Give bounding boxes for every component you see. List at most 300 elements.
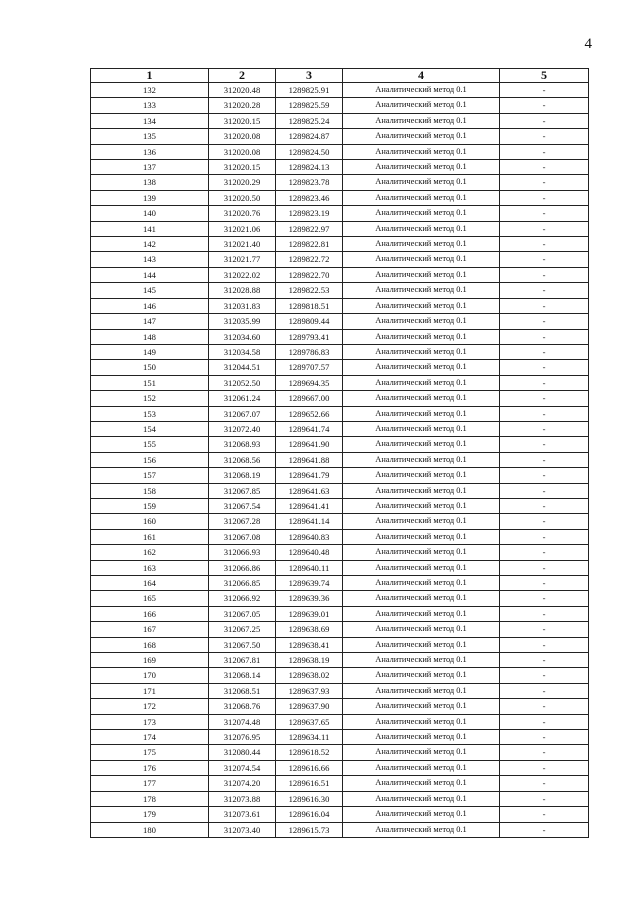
table-row — [91, 252, 589, 267]
method-cell: Аналитический метод 0.1 — [343, 622, 500, 637]
y-coordinate-cell: 1289638.41 — [276, 637, 343, 652]
y-coordinate-cell: 1289823.78 — [276, 175, 343, 190]
x-coordinate-cell: 312068.14 — [209, 668, 276, 683]
method-cell: Аналитический метод 0.1 — [343, 606, 500, 621]
note-cell: - — [500, 730, 589, 745]
table-row — [91, 452, 589, 467]
point-number-cell: 167 — [91, 622, 209, 637]
point-number-cell: 133 — [91, 98, 209, 113]
y-coordinate-cell: 1289823.46 — [276, 190, 343, 205]
point-number-cell: 177 — [91, 776, 209, 791]
note-cell: - — [500, 560, 589, 575]
x-coordinate-cell: 312022.02 — [209, 267, 276, 282]
point-number-cell: 174 — [91, 730, 209, 745]
table-row — [91, 498, 589, 513]
method-cell: Аналитический метод 0.1 — [343, 129, 500, 144]
method-cell: Аналитический метод 0.1 — [343, 421, 500, 436]
point-number-cell: 180 — [91, 822, 209, 837]
method-cell: Аналитический метод 0.1 — [343, 391, 500, 406]
note-cell: - — [500, 745, 589, 760]
table-row — [91, 160, 589, 175]
table-row — [91, 776, 589, 791]
y-coordinate-cell: 1289652.66 — [276, 406, 343, 421]
y-coordinate-cell: 1289822.70 — [276, 267, 343, 282]
point-number-cell: 134 — [91, 113, 209, 128]
note-cell: - — [500, 498, 589, 513]
method-cell: Аналитический метод 0.1 — [343, 483, 500, 498]
y-coordinate-cell: 1289786.83 — [276, 344, 343, 359]
method-cell: Аналитический метод 0.1 — [343, 822, 500, 837]
x-coordinate-cell: 312020.29 — [209, 175, 276, 190]
y-coordinate-cell: 1289694.35 — [276, 375, 343, 390]
y-coordinate-cell: 1289639.74 — [276, 576, 343, 591]
x-coordinate-cell: 312020.48 — [209, 83, 276, 98]
table-row — [91, 144, 589, 159]
method-cell: Аналитический метод 0.1 — [343, 545, 500, 560]
x-coordinate-cell: 312052.50 — [209, 375, 276, 390]
method-cell: Аналитический метод 0.1 — [343, 714, 500, 729]
method-cell: Аналитический метод 0.1 — [343, 98, 500, 113]
method-cell: Аналитический метод 0.1 — [343, 452, 500, 467]
method-cell: Аналитический метод 0.1 — [343, 699, 500, 714]
table-row — [91, 637, 589, 652]
point-number-cell: 139 — [91, 190, 209, 205]
point-number-cell: 146 — [91, 298, 209, 313]
coordinates-table — [90, 68, 589, 838]
point-number-cell: 156 — [91, 452, 209, 467]
table-row — [91, 360, 589, 375]
table-row — [91, 760, 589, 775]
point-number-cell: 152 — [91, 391, 209, 406]
y-coordinate-cell: 1289640.11 — [276, 560, 343, 575]
table-row — [91, 560, 589, 575]
note-cell: - — [500, 391, 589, 406]
y-coordinate-cell: 1289640.83 — [276, 529, 343, 544]
y-coordinate-cell: 1289616.66 — [276, 760, 343, 775]
table-row — [91, 545, 589, 560]
x-coordinate-cell: 312021.40 — [209, 237, 276, 252]
y-coordinate-cell: 1289639.36 — [276, 591, 343, 606]
y-coordinate-cell: 1289615.73 — [276, 822, 343, 837]
x-coordinate-cell: 312067.50 — [209, 637, 276, 652]
x-coordinate-cell: 312067.81 — [209, 653, 276, 668]
point-number-cell: 138 — [91, 175, 209, 190]
x-coordinate-cell: 312068.93 — [209, 437, 276, 452]
y-coordinate-cell: 1289618.52 — [276, 745, 343, 760]
table-row — [91, 314, 589, 329]
method-cell: Аналитический метод 0.1 — [343, 206, 500, 221]
point-number-cell: 148 — [91, 329, 209, 344]
note-cell: - — [500, 421, 589, 436]
y-coordinate-cell: 1289640.48 — [276, 545, 343, 560]
table-row — [91, 83, 589, 98]
y-coordinate-cell: 1289641.41 — [276, 498, 343, 513]
note-cell: - — [500, 591, 589, 606]
point-number-cell: 154 — [91, 421, 209, 436]
y-coordinate-cell: 1289616.04 — [276, 807, 343, 822]
x-coordinate-cell: 312021.77 — [209, 252, 276, 267]
x-coordinate-cell: 312020.08 — [209, 129, 276, 144]
table-row — [91, 129, 589, 144]
method-cell: Аналитический метод 0.1 — [343, 468, 500, 483]
table-row — [91, 668, 589, 683]
point-number-cell: 144 — [91, 267, 209, 282]
y-coordinate-cell: 1289638.02 — [276, 668, 343, 683]
point-number-cell: 136 — [91, 144, 209, 159]
x-coordinate-cell: 312031.83 — [209, 298, 276, 313]
method-cell: Аналитический метод 0.1 — [343, 745, 500, 760]
note-cell: - — [500, 714, 589, 729]
method-cell: Аналитический метод 0.1 — [343, 283, 500, 298]
table-row — [91, 483, 589, 498]
header-col-3: 3 — [276, 69, 343, 83]
header-col-4: 4 — [343, 69, 500, 83]
method-cell: Аналитический метод 0.1 — [343, 730, 500, 745]
point-number-cell: 160 — [91, 514, 209, 529]
table-row — [91, 283, 589, 298]
table-body — [91, 83, 589, 838]
method-cell: Аналитический метод 0.1 — [343, 360, 500, 375]
table-row — [91, 113, 589, 128]
table-row — [91, 576, 589, 591]
table-row — [91, 221, 589, 236]
x-coordinate-cell: 312074.54 — [209, 760, 276, 775]
x-coordinate-cell: 312067.07 — [209, 406, 276, 421]
x-coordinate-cell: 312074.20 — [209, 776, 276, 791]
method-cell: Аналитический метод 0.1 — [343, 267, 500, 282]
table-row — [91, 267, 589, 282]
point-number-cell: 168 — [91, 637, 209, 652]
x-coordinate-cell: 312068.51 — [209, 683, 276, 698]
x-coordinate-cell: 312072.40 — [209, 421, 276, 436]
header-col-1: 1 — [91, 69, 209, 83]
y-coordinate-cell: 1289641.63 — [276, 483, 343, 498]
header-col-5: 5 — [500, 69, 589, 83]
y-coordinate-cell: 1289809.44 — [276, 314, 343, 329]
y-coordinate-cell: 1289824.87 — [276, 129, 343, 144]
x-coordinate-cell: 312028.88 — [209, 283, 276, 298]
y-coordinate-cell: 1289824.50 — [276, 144, 343, 159]
note-cell: - — [500, 98, 589, 113]
table-row — [91, 391, 589, 406]
y-coordinate-cell: 1289825.24 — [276, 113, 343, 128]
method-cell: Аналитический метод 0.1 — [343, 221, 500, 236]
point-number-cell: 172 — [91, 699, 209, 714]
x-coordinate-cell: 312066.86 — [209, 560, 276, 575]
table-row — [91, 421, 589, 436]
x-coordinate-cell: 312067.54 — [209, 498, 276, 513]
method-cell: Аналитический метод 0.1 — [343, 329, 500, 344]
x-coordinate-cell: 312067.85 — [209, 483, 276, 498]
note-cell: - — [500, 113, 589, 128]
x-coordinate-cell: 312020.50 — [209, 190, 276, 205]
point-number-cell: 143 — [91, 252, 209, 267]
method-cell: Аналитический метод 0.1 — [343, 298, 500, 313]
note-cell: - — [500, 699, 589, 714]
table-row — [91, 237, 589, 252]
y-coordinate-cell: 1289637.65 — [276, 714, 343, 729]
method-cell: Аналитический метод 0.1 — [343, 113, 500, 128]
y-coordinate-cell: 1289818.51 — [276, 298, 343, 313]
table-row — [91, 730, 589, 745]
method-cell: Аналитический метод 0.1 — [343, 637, 500, 652]
table-row — [91, 175, 589, 190]
method-cell: Аналитический метод 0.1 — [343, 560, 500, 575]
table-row — [91, 206, 589, 221]
note-cell: - — [500, 483, 589, 498]
y-coordinate-cell: 1289641.90 — [276, 437, 343, 452]
point-number-cell: 159 — [91, 498, 209, 513]
note-cell: - — [500, 83, 589, 98]
table-row — [91, 591, 589, 606]
note-cell: - — [500, 144, 589, 159]
method-cell: Аналитический метод 0.1 — [343, 375, 500, 390]
note-cell: - — [500, 514, 589, 529]
point-number-cell: 166 — [91, 606, 209, 621]
method-cell: Аналитический метод 0.1 — [343, 529, 500, 544]
point-number-cell: 175 — [91, 745, 209, 760]
y-coordinate-cell: 1289641.14 — [276, 514, 343, 529]
x-coordinate-cell: 312068.76 — [209, 699, 276, 714]
point-number-cell: 132 — [91, 83, 209, 98]
note-cell: - — [500, 190, 589, 205]
method-cell: Аналитический метод 0.1 — [343, 160, 500, 175]
method-cell: Аналитический метод 0.1 — [343, 252, 500, 267]
point-number-cell: 158 — [91, 483, 209, 498]
y-coordinate-cell: 1289637.93 — [276, 683, 343, 698]
method-cell: Аналитический метод 0.1 — [343, 591, 500, 606]
table-row — [91, 714, 589, 729]
table-row — [91, 298, 589, 313]
table-row — [91, 745, 589, 760]
point-number-cell: 135 — [91, 129, 209, 144]
x-coordinate-cell: 312020.08 — [209, 144, 276, 159]
x-coordinate-cell: 312035.99 — [209, 314, 276, 329]
x-coordinate-cell: 312066.93 — [209, 545, 276, 560]
point-number-cell: 169 — [91, 653, 209, 668]
y-coordinate-cell: 1289707.57 — [276, 360, 343, 375]
x-coordinate-cell: 312067.25 — [209, 622, 276, 637]
point-number-cell: 149 — [91, 344, 209, 359]
table-row — [91, 514, 589, 529]
method-cell: Аналитический метод 0.1 — [343, 406, 500, 421]
y-coordinate-cell: 1289616.51 — [276, 776, 343, 791]
y-coordinate-cell: 1289641.79 — [276, 468, 343, 483]
method-cell: Аналитический метод 0.1 — [343, 314, 500, 329]
point-number-cell: 140 — [91, 206, 209, 221]
table-row — [91, 791, 589, 806]
x-coordinate-cell: 312020.76 — [209, 206, 276, 221]
note-cell: - — [500, 807, 589, 822]
note-cell: - — [500, 653, 589, 668]
x-coordinate-cell: 312068.19 — [209, 468, 276, 483]
y-coordinate-cell: 1289641.88 — [276, 452, 343, 467]
point-number-cell: 171 — [91, 683, 209, 698]
header-col-2: 2 — [209, 69, 276, 83]
method-cell: Аналитический метод 0.1 — [343, 807, 500, 822]
y-coordinate-cell: 1289823.19 — [276, 206, 343, 221]
y-coordinate-cell: 1289822.53 — [276, 283, 343, 298]
table-row — [91, 807, 589, 822]
table-row — [91, 822, 589, 837]
method-cell: Аналитический метод 0.1 — [343, 83, 500, 98]
method-cell: Аналитический метод 0.1 — [343, 760, 500, 775]
point-number-cell: 161 — [91, 529, 209, 544]
note-cell: - — [500, 329, 589, 344]
table-row — [91, 622, 589, 637]
page-number: 4 — [584, 36, 592, 52]
y-coordinate-cell: 1289634.11 — [276, 730, 343, 745]
x-coordinate-cell: 312034.60 — [209, 329, 276, 344]
point-number-cell: 165 — [91, 591, 209, 606]
x-coordinate-cell: 312074.48 — [209, 714, 276, 729]
table-header-row — [91, 69, 589, 83]
y-coordinate-cell: 1289616.30 — [276, 791, 343, 806]
x-coordinate-cell: 312067.05 — [209, 606, 276, 621]
note-cell: - — [500, 791, 589, 806]
point-number-cell: 163 — [91, 560, 209, 575]
point-number-cell: 179 — [91, 807, 209, 822]
point-number-cell: 178 — [91, 791, 209, 806]
note-cell: - — [500, 314, 589, 329]
note-cell: - — [500, 360, 589, 375]
point-number-cell: 153 — [91, 406, 209, 421]
table-row — [91, 653, 589, 668]
y-coordinate-cell: 1289641.74 — [276, 421, 343, 436]
x-coordinate-cell: 312066.85 — [209, 576, 276, 591]
table-row — [91, 375, 589, 390]
y-coordinate-cell: 1289793.41 — [276, 329, 343, 344]
point-number-cell: 141 — [91, 221, 209, 236]
note-cell: - — [500, 283, 589, 298]
table-row — [91, 699, 589, 714]
note-cell: - — [500, 637, 589, 652]
table-row — [91, 468, 589, 483]
note-cell: - — [500, 545, 589, 560]
note-cell: - — [500, 160, 589, 175]
method-cell: Аналитический метод 0.1 — [343, 237, 500, 252]
note-cell: - — [500, 406, 589, 421]
note-cell: - — [500, 606, 589, 621]
point-number-cell: 155 — [91, 437, 209, 452]
point-number-cell: 176 — [91, 760, 209, 775]
table-row — [91, 683, 589, 698]
method-cell: Аналитический метод 0.1 — [343, 498, 500, 513]
y-coordinate-cell: 1289825.91 — [276, 83, 343, 98]
method-cell: Аналитический метод 0.1 — [343, 190, 500, 205]
method-cell: Аналитический метод 0.1 — [343, 576, 500, 591]
method-cell: Аналитический метод 0.1 — [343, 175, 500, 190]
method-cell: Аналитический метод 0.1 — [343, 683, 500, 698]
x-coordinate-cell: 312068.56 — [209, 452, 276, 467]
table-row — [91, 98, 589, 113]
method-cell: Аналитический метод 0.1 — [343, 437, 500, 452]
note-cell: - — [500, 668, 589, 683]
y-coordinate-cell: 1289822.72 — [276, 252, 343, 267]
note-cell: - — [500, 267, 589, 282]
y-coordinate-cell: 1289822.97 — [276, 221, 343, 236]
y-coordinate-cell: 1289638.69 — [276, 622, 343, 637]
x-coordinate-cell: 312073.40 — [209, 822, 276, 837]
y-coordinate-cell: 1289822.81 — [276, 237, 343, 252]
x-coordinate-cell: 312020.15 — [209, 160, 276, 175]
point-number-cell: 142 — [91, 237, 209, 252]
y-coordinate-cell: 1289639.01 — [276, 606, 343, 621]
table-row — [91, 529, 589, 544]
y-coordinate-cell: 1289637.90 — [276, 699, 343, 714]
point-number-cell: 164 — [91, 576, 209, 591]
y-coordinate-cell: 1289824.13 — [276, 160, 343, 175]
note-cell: - — [500, 822, 589, 837]
note-cell: - — [500, 452, 589, 467]
x-coordinate-cell: 312073.61 — [209, 807, 276, 822]
note-cell: - — [500, 622, 589, 637]
point-number-cell: 151 — [91, 375, 209, 390]
note-cell: - — [500, 129, 589, 144]
note-cell: - — [500, 760, 589, 775]
x-coordinate-cell: 312073.88 — [209, 791, 276, 806]
table-row — [91, 344, 589, 359]
x-coordinate-cell: 312020.15 — [209, 113, 276, 128]
x-coordinate-cell: 312076.95 — [209, 730, 276, 745]
point-number-cell: 157 — [91, 468, 209, 483]
note-cell: - — [500, 206, 589, 221]
note-cell: - — [500, 437, 589, 452]
x-coordinate-cell: 312044.51 — [209, 360, 276, 375]
y-coordinate-cell: 1289667.00 — [276, 391, 343, 406]
point-number-cell: 145 — [91, 283, 209, 298]
point-number-cell: 147 — [91, 314, 209, 329]
point-number-cell: 162 — [91, 545, 209, 560]
note-cell: - — [500, 529, 589, 544]
x-coordinate-cell: 312020.28 — [209, 98, 276, 113]
note-cell: - — [500, 175, 589, 190]
point-number-cell: 137 — [91, 160, 209, 175]
note-cell: - — [500, 683, 589, 698]
y-coordinate-cell: 1289825.59 — [276, 98, 343, 113]
method-cell: Аналитический метод 0.1 — [343, 653, 500, 668]
method-cell: Аналитический метод 0.1 — [343, 514, 500, 529]
note-cell: - — [500, 776, 589, 791]
x-coordinate-cell: 312067.08 — [209, 529, 276, 544]
note-cell: - — [500, 576, 589, 591]
method-cell: Аналитический метод 0.1 — [343, 668, 500, 683]
table-row — [91, 406, 589, 421]
x-coordinate-cell: 312080.44 — [209, 745, 276, 760]
note-cell: - — [500, 237, 589, 252]
point-number-cell: 173 — [91, 714, 209, 729]
method-cell: Аналитический метод 0.1 — [343, 344, 500, 359]
note-cell: - — [500, 298, 589, 313]
note-cell: - — [500, 252, 589, 267]
note-cell: - — [500, 221, 589, 236]
x-coordinate-cell: 312034.58 — [209, 344, 276, 359]
note-cell: - — [500, 468, 589, 483]
method-cell: Аналитический метод 0.1 — [343, 144, 500, 159]
y-coordinate-cell: 1289638.19 — [276, 653, 343, 668]
note-cell: - — [500, 344, 589, 359]
x-coordinate-cell: 312021.06 — [209, 221, 276, 236]
point-number-cell: 150 — [91, 360, 209, 375]
table-row — [91, 329, 589, 344]
method-cell: Аналитический метод 0.1 — [343, 791, 500, 806]
method-cell: Аналитический метод 0.1 — [343, 776, 500, 791]
x-coordinate-cell: 312066.92 — [209, 591, 276, 606]
point-number-cell: 170 — [91, 668, 209, 683]
note-cell: - — [500, 375, 589, 390]
x-coordinate-cell: 312061.24 — [209, 391, 276, 406]
table-row — [91, 190, 589, 205]
